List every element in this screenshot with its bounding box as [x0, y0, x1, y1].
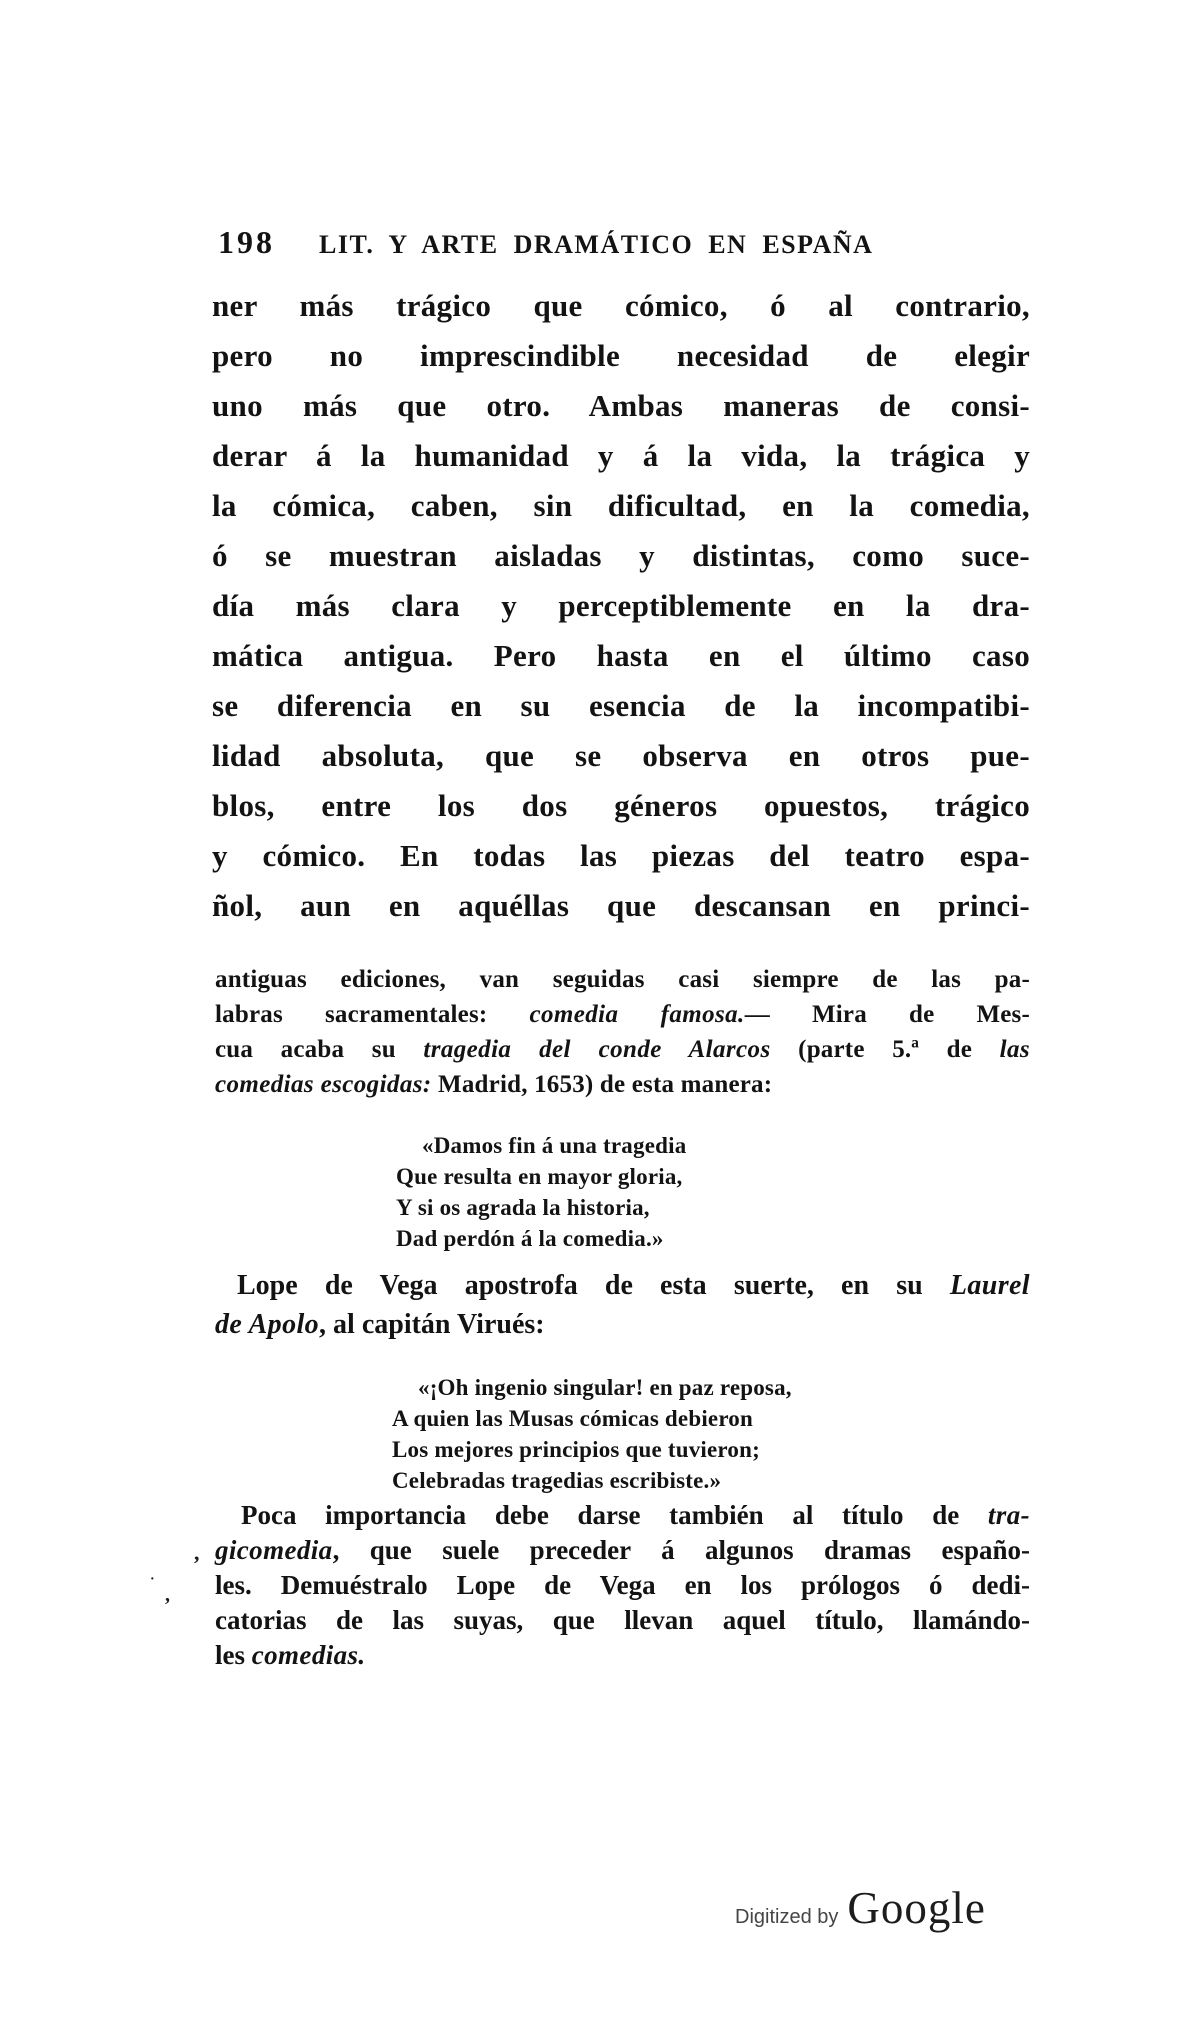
running-title: LIT. Y ARTE DRAMÁTICO EN ESPAÑA — [319, 230, 874, 259]
verse-quote-2 — [392, 1372, 792, 1496]
digitized-by-watermark — [735, 1882, 986, 1934]
verse-line: A quien las Musas cómicas debieron — [392, 1406, 753, 1431]
scan-speck: · — [150, 1572, 155, 1587]
paragraph-line: Poca importancia debe darse también al título de tra- — [241, 1500, 1030, 1530]
main-text-line: se diferencia en su esencia de la incompatibi- — [212, 688, 1030, 723]
main-text-line: la cómica, caben, sin dificultad, en la comedia, — [212, 488, 1030, 523]
page-number: 198 — [218, 224, 275, 260]
footnote-line: cua acaba su tragedia del conde Alarcos (parte 5.ª de las — [215, 1036, 1030, 1063]
google-logo: Google — [847, 1883, 986, 1933]
verse-line: Dad perdón á la comedia.» — [396, 1226, 664, 1251]
main-text-line: uno más que otro. Ambas maneras de consi- — [212, 388, 1030, 423]
main-text-line: día más clara y perceptiblemente en la dra- — [212, 588, 1030, 623]
paragraph-line: de Apolo, al capitán Virués: — [215, 1309, 545, 1340]
main-text-line: pero no imprescindible necesidad de elegir — [212, 338, 1030, 373]
footnote-block — [215, 962, 1030, 1102]
verse-line: Y si os agrada la historia, — [396, 1195, 650, 1220]
main-text-line: lidad absoluta, que se observa en otros pue- — [212, 738, 1030, 773]
paragraph-line: les. Demuéstralo Lope de Vega en los prólogos ó dedi- — [215, 1570, 1030, 1600]
verse-line: Los mejores principios que tuvieron; — [392, 1437, 760, 1462]
paragraph-line: Lope de Vega apostrofa de esta suerte, en su Laurel — [237, 1270, 1030, 1301]
verse-line: «¡Oh ingenio singular! en paz reposa, — [418, 1375, 792, 1400]
main-text-line: ner más trágico que cómico, ó al contrario, — [212, 288, 1030, 323]
verse-quote-1 — [396, 1130, 686, 1254]
verse-line: Celebradas tragedias escribiste.» — [392, 1468, 722, 1493]
main-text-line: blos, entre los dos géneros opuestos, trágico — [212, 788, 1030, 823]
footnote-line: labras sacramentales: comedia famosa.— Mira de Mes- — [215, 1001, 1030, 1028]
main-text-line: y cómico. En todas las piezas del teatro espa- — [212, 838, 1030, 873]
footnote-line: antiguas ediciones, van seguidas casi siempre de las pa- — [215, 966, 1030, 993]
main-text-line: ó se muestran aisladas y distintas, como suce- — [212, 538, 1030, 573]
main-text-line: derar á la humanidad y á la vida, la trágica y — [212, 438, 1030, 473]
paragraph-line: catorias de las suyas, que llevan aquel título, llamándo- — [215, 1605, 1030, 1635]
main-text-line: ñol, aun en aquéllas que descansan en princi- — [212, 888, 1030, 923]
main-text-line: mática antigua. Pero hasta en el último caso — [212, 638, 1030, 673]
main-paragraph — [212, 281, 1030, 931]
lope-paragraph — [215, 1266, 1030, 1344]
footnote-line: comedias escogidas: Madrid, 1653) de esta manera: — [215, 1071, 773, 1098]
page-header — [218, 224, 873, 261]
paragraph-line: les comedias. — [215, 1640, 366, 1670]
scan-speck: ’ — [164, 1594, 171, 1616]
verse-line: «Damos fin á una tragedia — [422, 1133, 687, 1158]
paragraph-line: gicomedia, que suele preceder á algunos dramas españo- — [215, 1535, 1030, 1565]
scan-speck: ‚ — [193, 1540, 201, 1565]
verse-line: Que resulta en mayor gloria, — [396, 1164, 683, 1189]
digitized-by-label: Digitized by — [735, 1906, 839, 1928]
closing-paragraph — [215, 1498, 1030, 1673]
